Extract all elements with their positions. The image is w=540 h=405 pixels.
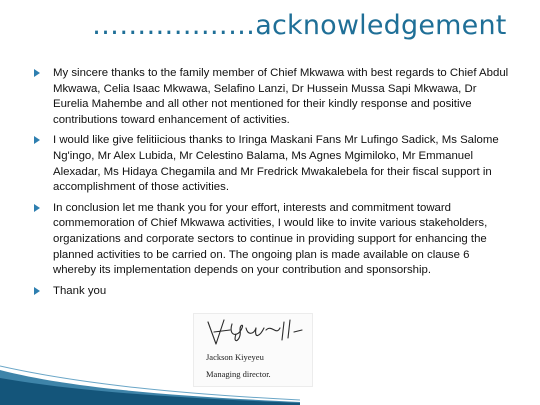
- bullet-text: In conclusion let me thank you for your effort, interests and commitment toward commemoration of Chief Mkwawa activities, I would like to invite various stakeholders, organizations and corporate sectors to continue in providing support for enhancing the planned activities to be carried on. The ongoing plan is made available on clause 6 whereby its implementation depends on your contribution and sponsorship.: [53, 201, 488, 277]
- signatory-role: Managing director.: [206, 369, 271, 379]
- slide-title: ………………acknowledgement: [92, 10, 507, 41]
- bullet-text: Thank you: [53, 284, 107, 297]
- bullet-item: [34, 284, 510, 300]
- bullet-list: [34, 66, 510, 304]
- bullet-arrow-icon: [34, 287, 40, 295]
- bullet-arrow-icon: [34, 69, 40, 77]
- signatory-name: Jackson Kiyeyeu: [206, 352, 264, 362]
- bullet-arrow-icon: [34, 204, 40, 212]
- bullet-text: I would like give felitiicious thanks to Iringa Maskani Fans Mr Lufingo Sadick, Ms Salome Ng'ingo, Mr Alex Lubida, Mr Celestino Balama, Ms Agnes Mgimiloko, Mr Emmanuel Alexadar, Ms Hidaya Chegamila and Mr Fredrick Mwakalebela for their fiscal support in accomplishment of those activities.: [53, 134, 499, 194]
- bullet-text: My sincere thanks to the family member of Chief Mkwawa with best regards to Chief Abdul Mkwawa, Celia Isaac Mkwawa, Selafino Lanzi, Dr Hussein Mussa Sapi Mkwawa, Dr Eurelia Mahembe and all other not mentioned for their kindly response and positive contributions toward enhancement of activities.: [53, 67, 509, 126]
- bullet-item: [34, 133, 510, 195]
- bullet-item: [34, 66, 510, 128]
- bullet-arrow-icon: [34, 136, 40, 144]
- decorative-swoosh: [0, 340, 300, 405]
- bullet-item: [34, 201, 510, 279]
